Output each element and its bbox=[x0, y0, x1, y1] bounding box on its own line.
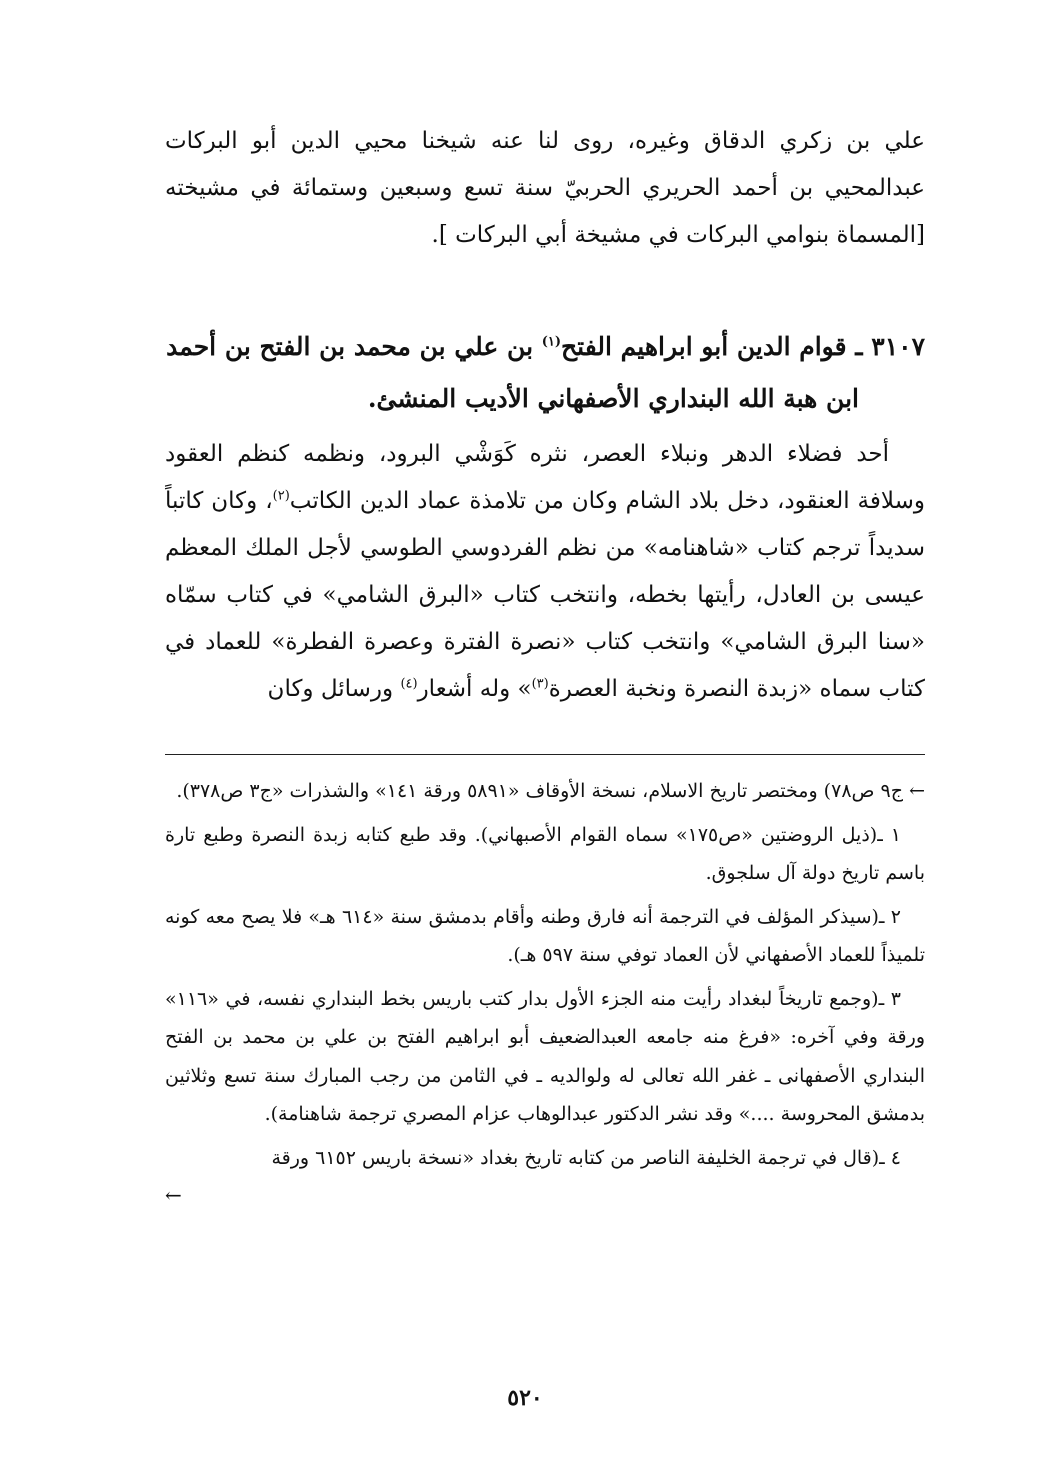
footnote-4: ٤ ـ(قال في ترجمة الخليفة الناصر من كتابه تاريخ بغداد «نسخة باريس ٦١٥٢ ورقة bbox=[271, 1146, 901, 1169]
footnote-ref-2[interactable]: (٢) bbox=[272, 488, 290, 504]
top-paragraph-line1: علي بن زكري الدقاق وغيره، روى لنا عنه شيخنا محيي الدين أبو البركات bbox=[165, 128, 925, 154]
entry-body-part1: أحد فضلاء الدهر ونبلاء العصر، نثره كَوَشْي البرود، ونظمه كنظم العقود وسلافة العنقود، دخل بلاد الشام وكان من تلامذة عماد الدين الكاتب bbox=[165, 441, 925, 514]
footnote-2: ٢ ـ(سيذكر المؤلف في الترجمة أنه فارق وطنه وأقام بدمشق سنة «٦١٤ هـ» فلا يصح معه كونه تلميذاً للعماد الأصفهاني لأن العماد توفي سنة ٥٩٧ هـ). bbox=[165, 905, 925, 966]
footnote-1: ١ ـ(ذيل الروضتين «ص١٧٥» سماه القوام الأصبهاني). وقد طبع كتابه زبدة النصرة وطبع تارة باسم تاريخ دولة آل سلجوق. bbox=[165, 823, 925, 884]
top-paragraph bbox=[165, 118, 925, 259]
continue-arrow-icon: ← bbox=[165, 1183, 182, 1207]
entry-body-part2: ، وكان كاتباً سديداً ترجم كتاب «شاهنامه» من نظم الفردوسي الطوسي لأجل الملك المعظم عيسى بن العادل، رأيتها بخطه، وانتخب كتاب «البرق الشامي» في كتاب سمّاه «سنا البرق الشامي» وانتخب كتاب «نصرة الفترة وعصرة الفطرة» للعماد في كتاب سماه «زبدة النصرة ونخبة العصرة bbox=[165, 488, 925, 702]
entry-heading bbox=[165, 321, 925, 425]
entry-body bbox=[165, 431, 925, 713]
entry-body-part4: ورسائل وكان bbox=[267, 676, 401, 702]
page-number: ٥٢٠ bbox=[507, 1385, 543, 1411]
entry-body-part3: » وله أشعار bbox=[417, 676, 532, 702]
footnote-3: ٣ ـ(وجمع تاريخاً لبغداد رأيت منه الجزء الأول بدار كتب باريس بخط البنداري نفسه، في «١١٦» ورقة وفي آخره: «فرغ منه جامعه العبدالضعيف أبو ابراهيم الفتح بن علي بن محمد بن الفتح البنداري الأصفهانى ـ غفر الله تعالى له ولوالديه ـ في الثامن من رجب المبارك سنة تسع وثلاثين بدمشق المحروسة ....» وقد نشر الدكتور عبدالوهاب عزام المصري ترجمة شاهنامة). bbox=[165, 987, 925, 1125]
footnote-ref-3[interactable]: (٣) bbox=[531, 676, 549, 692]
main-text bbox=[165, 118, 925, 713]
footnote-ref-1[interactable]: (١) bbox=[541, 334, 562, 350]
footnote-ref-4[interactable]: (٤) bbox=[400, 676, 418, 692]
top-paragraph-line3: [المسماة بنوامي البركات في مشيخة أبي البركات ]. bbox=[431, 222, 925, 248]
entry-heading-line2: ابن هبة الله البنداري الأصفهاني الأديب المنشئ. bbox=[367, 384, 859, 413]
top-paragraph-line2: عبدالمحيي بن أحمد الحريري الحربيّ سنة تسع وسبعين وستمائة في مشيخته bbox=[165, 175, 925, 201]
entry-heading-part1: ٣١٠٧ ـ قوام الدين أبو ابراهيم الفتح bbox=[561, 332, 925, 361]
footnote-separator bbox=[165, 754, 925, 755]
footnotes bbox=[165, 772, 925, 1208]
footnote-continued: ← ج٩ ص٧٨) ومختصر تاريخ الاسلام، نسخة الأوقاف «٥٨٩١ ورقة ١٤١» والشذرات «ج٣ ص٣٧٨). bbox=[176, 780, 925, 802]
entry-heading-part2: بن علي بن محمد بن الفتح بن أحمد bbox=[166, 332, 542, 361]
